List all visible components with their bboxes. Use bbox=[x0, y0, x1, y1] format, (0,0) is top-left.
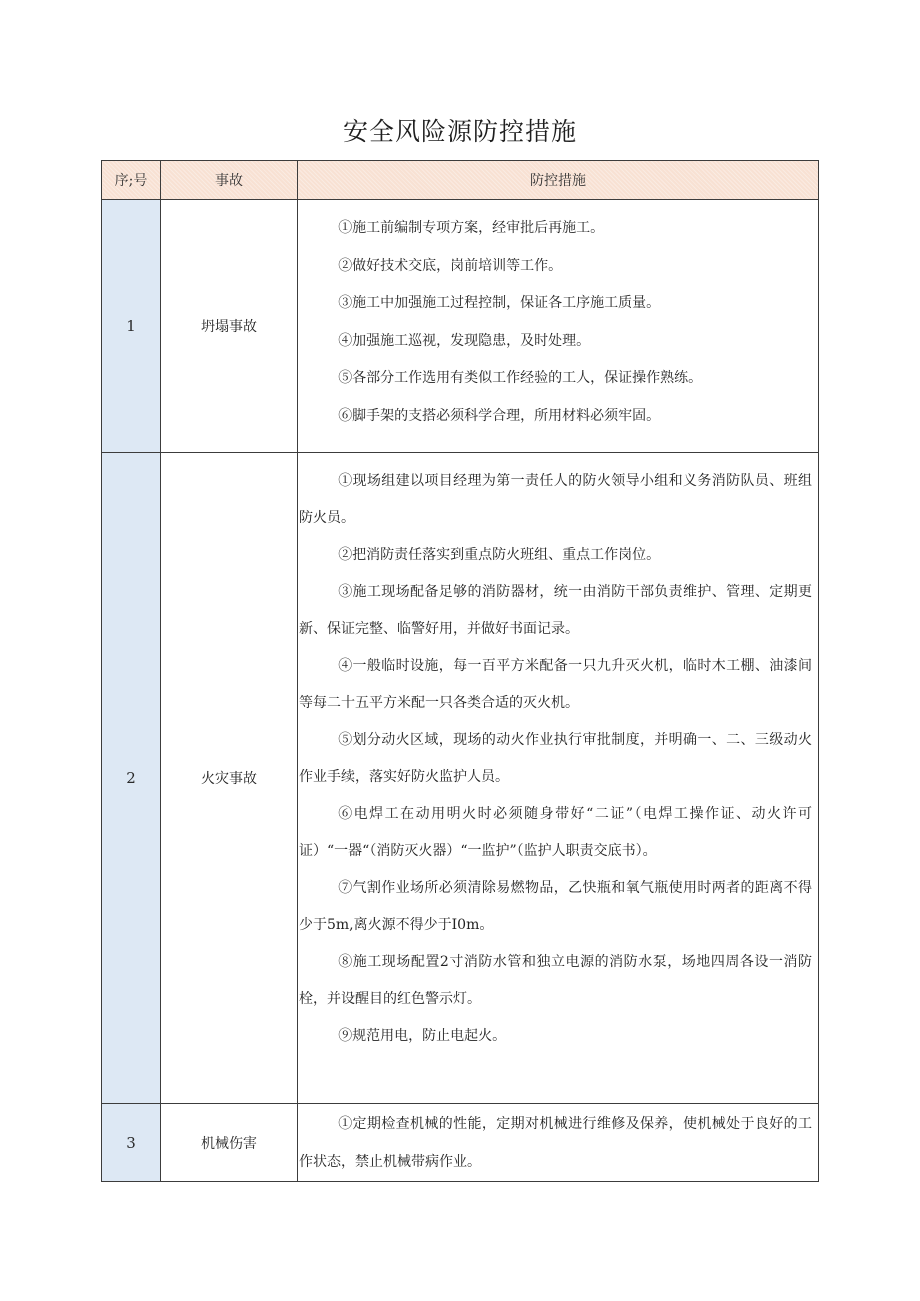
header-measures: 防控措施 bbox=[298, 161, 819, 200]
row-accident-type: 火灾事故 bbox=[161, 453, 298, 1104]
measure-item: ④加强施工巡视，发现隐患，及时处理。 bbox=[338, 332, 591, 349]
header-accident: 事故 bbox=[161, 161, 298, 200]
measure-item: ③施工现场配备足够的消防器材，统一由消防干部负责维护、管理、定期更新、保证完整、临警好用，并做好书面记录。 bbox=[299, 584, 812, 637]
row-accident-type: 机械伤害 bbox=[161, 1104, 298, 1182]
measure-item: ⑦气割作业场所必须清除易燃物品，乙快瓶和氧气瓶使用时两者的距离不得少于5m,离火源不得少于I0m。 bbox=[299, 880, 812, 933]
measure-item: ②把消防责任落实到重点防火班组、重点工作岗位。 bbox=[338, 547, 661, 563]
measure-item: ⑤划分动火区域，现场的动火作业执行审批制度，并明确一、二、三级动火作业手续，落实好防火监护人员。 bbox=[299, 732, 812, 785]
measure-item: ②做好技术交底，岗前培训等工作。 bbox=[338, 257, 563, 274]
measure-item: ⑤各部分工作选用有类似工作经验的工人，保证操作熟练。 bbox=[338, 370, 703, 386]
row-measures bbox=[298, 453, 819, 1104]
row-serial-number: 1 bbox=[102, 200, 161, 453]
table-header-row bbox=[102, 161, 819, 200]
measure-item: ④一般临时设施，每一百平方米配备一只九升灭火机，临时木工棚、油漆间等每二十五平方米配一只各类合适的灭火机。 bbox=[299, 658, 812, 711]
row-accident-type: 坍塌事故 bbox=[161, 200, 298, 453]
safety-measures-table bbox=[101, 160, 819, 1182]
measure-item: ①定期检查机械的性能，定期对机械进行维修及保养，使机械处于良好的工作状态，禁止机械带病作业。 bbox=[299, 1116, 812, 1170]
measure-item: ①施工前编制专项方案，经审批后再施工。 bbox=[338, 220, 605, 236]
measure-item: ⑥脚手架的支搭必须科学合理，所用材料必须牢固。 bbox=[338, 407, 661, 424]
row-serial-number: 2 bbox=[102, 453, 161, 1104]
measure-item: ①现场组建以项目经理为第一责任人的防火领导小组和义务消防队员、班组防火员。 bbox=[299, 473, 812, 526]
document-title: 安全风险源防控措施 bbox=[342, 117, 577, 146]
measure-item: ③施工中加强施工过程控制，保证各工序施工质量。 bbox=[338, 295, 661, 311]
row-measures bbox=[298, 1104, 819, 1182]
measure-item: ⑥电焊工在动用明火时必须随身带好“二证”（电焊工操作证、动火许可证）“一器“（消防灭火器）“一监护”（监护人职责交底书）。 bbox=[299, 806, 812, 859]
table-row bbox=[102, 453, 819, 1104]
header-serial-number: 序;号 bbox=[102, 161, 161, 200]
table-row bbox=[102, 1104, 819, 1182]
measure-item: ⑧施工现场配置2寸消防水管和独立电源的消防水泵，场地四周各设一消防栓，并设醒目的红色警示灯。 bbox=[299, 954, 812, 1007]
table-row bbox=[102, 200, 819, 453]
row-serial-number: 3 bbox=[102, 1104, 161, 1182]
row-measures bbox=[298, 200, 819, 453]
measure-item: ⑨规范用电，防止电起火。 bbox=[338, 1028, 507, 1044]
